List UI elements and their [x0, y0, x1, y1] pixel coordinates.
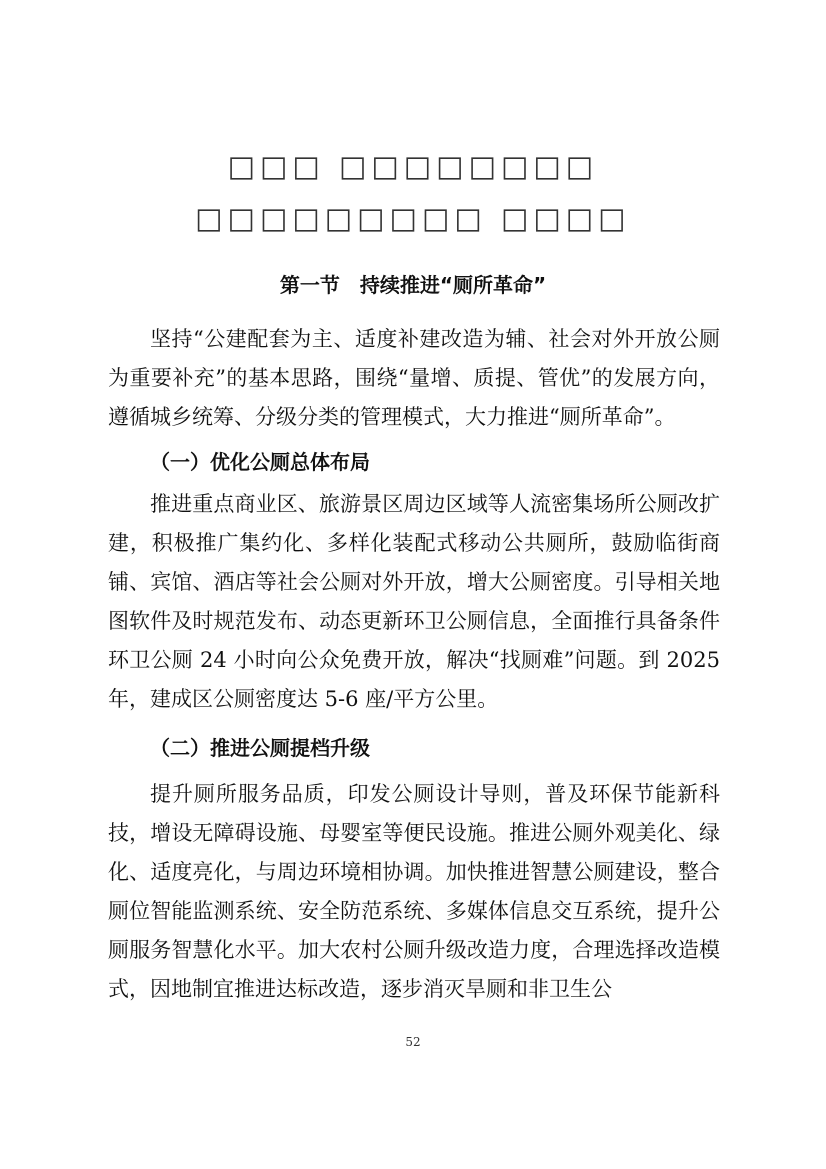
- chapter-title: □□□ □□□□□□□□ □□□□□□□□□ □□□□: [195, 149, 631, 235]
- page-number: 52: [405, 1035, 421, 1049]
- upgrade-paragraph: 提升厕所服务品质，印发公厕设计导则，普及环保节能新科技，增设无障碍设施、母婴室等便民设施。推进公厕外观美化、绿化、适度亮化，与周边环境相协调。加快推进智慧公厕建设，整合厕位智能监测系统、安全防范系统、多媒体信息交互系统，提升公厕服务智慧化水平。加大农村公厕升级改造力度，合理选择改造模式，因地制宜推进达标改造，逐步消灭旱厕和非卫生公: [108, 782, 720, 1001]
- subheading-upgrade: （二）推进公厕提档升级: [150, 736, 370, 760]
- section-title: 第一节 持续推进“厕所革命”: [279, 273, 547, 297]
- intro-paragraph: 坚持“公建配套为主、适度补建改造为辅、社会对外开放公厕为重要补充”的基本思路，围绕“量增、质提、管优”的发展方向，遵循城乡统筹、分级分类的管理模式，大力推进“厕所革命”。: [108, 327, 720, 429]
- layout-paragraph: 推进重点商业区、旅游景区周边区域等人流密集场所公厕改扩建，积极推广集约化、多样化装配式移动公共厕所，鼓励临街商铺、宾馆、酒店等社会公厕对外开放，增大公厕密度。引导相关地图软件及时规范发布、动态更新环卫公厕信息，全面推行具备条件环卫公厕 24 小时向公众免费开放，解决“找厕难”问题。到 2025 年，建成区公厕密度达 5-6 座/平方公里。: [108, 492, 720, 711]
- subheading-optimize-layout: （一）优化公厕总体布局: [150, 450, 370, 474]
